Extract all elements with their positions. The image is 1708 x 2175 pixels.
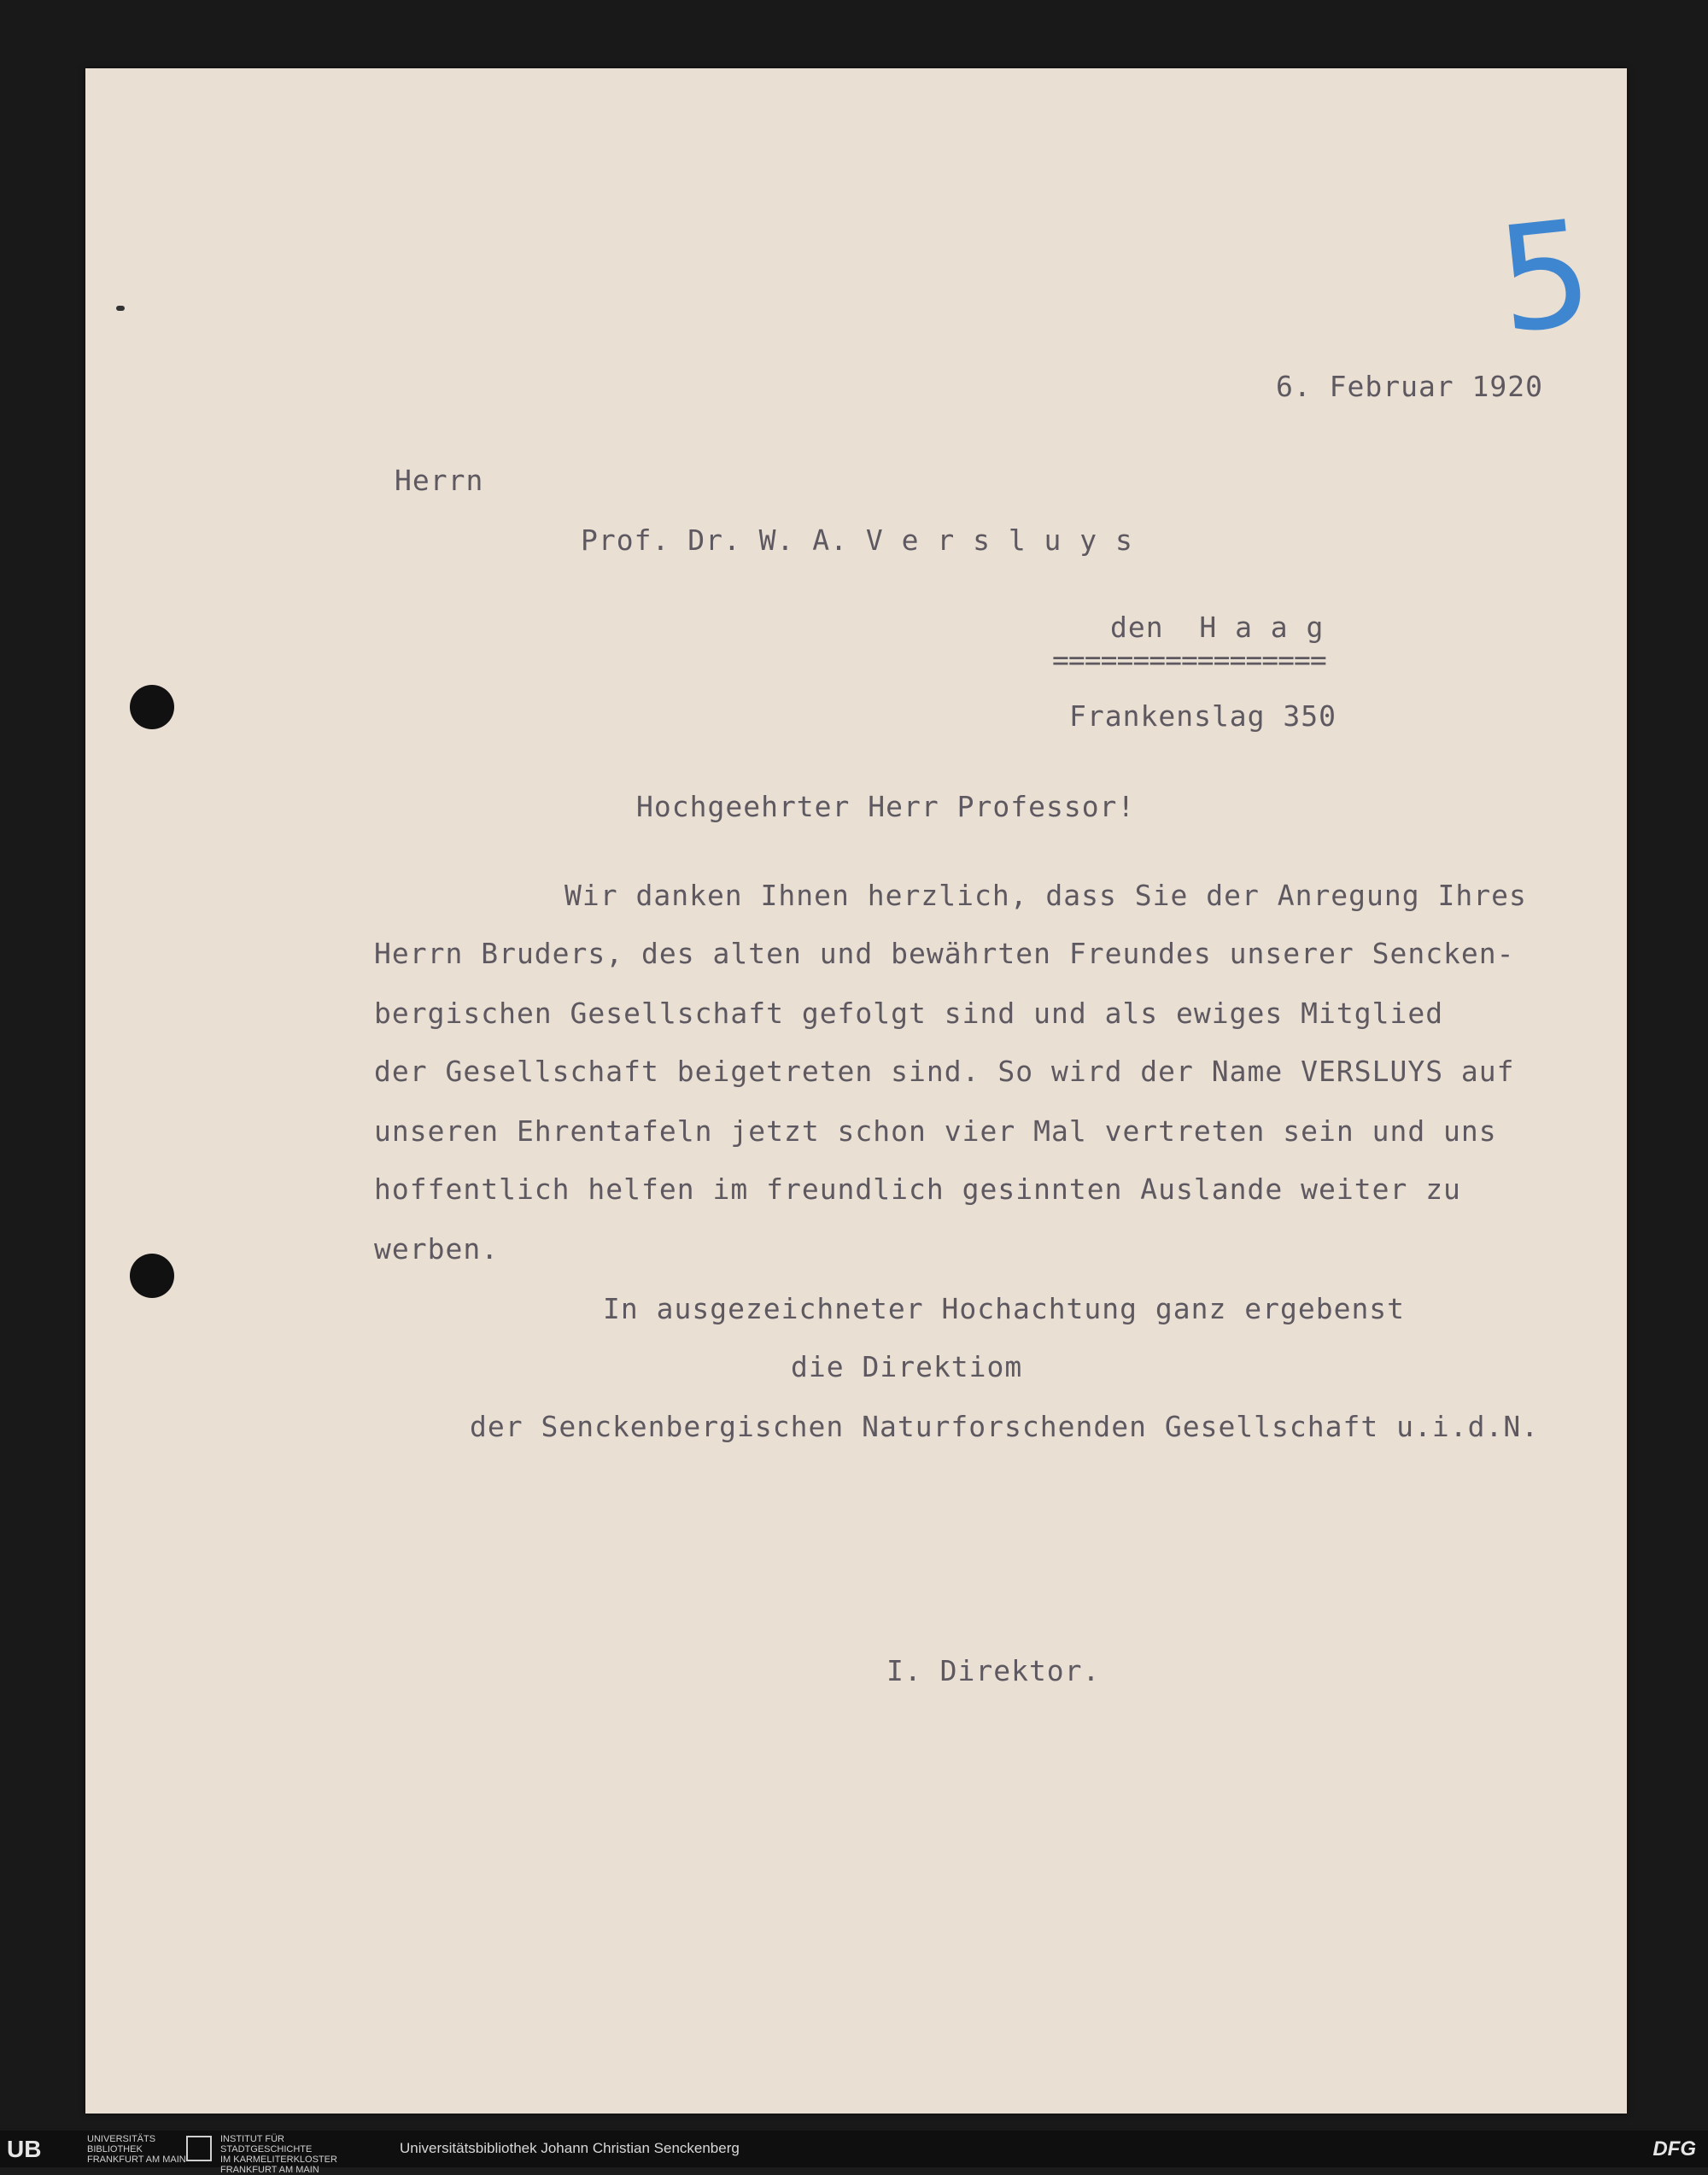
recipient-address: Frankenslag 350 — [1069, 699, 1337, 733]
greeting: Hochgeehrter Herr Professor! — [636, 790, 1136, 823]
body-line: bergischen Gesellschaft gefolgt sind und als ewiges Mitglied — [374, 997, 1444, 1030]
page-number-annotation: 5 — [1489, 188, 1600, 367]
signature-title: I. Direktor. — [886, 1654, 1101, 1687]
salutation-line: Herrn — [395, 464, 484, 497]
paper-speck — [116, 306, 125, 311]
institute-logo-icon — [186, 2136, 212, 2161]
punch-hole-top — [130, 685, 174, 729]
closing-line: In ausgezeichneter Hochachtung ganz ergebenst — [603, 1292, 1406, 1325]
recipient-city: den H a a g — [1110, 611, 1325, 644]
signatory-line-1: die Direktiom — [791, 1350, 1023, 1383]
library-caption: Universitätsbibliothek Johann Christian Senckenberg — [400, 2140, 740, 2156]
letter-date: 6. Februar 1920 — [1276, 370, 1544, 403]
signatory-line-2: der Senckenbergischen Naturforschenden Gesellschaft u.i.d.N. — [470, 1410, 1540, 1443]
ub-logo: UB — [7, 2136, 42, 2162]
ub-name: UNIVERSITÄTS BIBLIOTHEK FRANKFURT AM MAIN — [87, 2134, 186, 2165]
punch-hole-bottom — [130, 1254, 174, 1298]
recipient-name: Prof. Dr. W. A. V e r s l u y s — [581, 523, 1133, 557]
footer-bar — [0, 2131, 1708, 2175]
body-line: hoffentlich helfen im freundlich gesinnten Auslande weiter zu — [374, 1172, 1461, 1206]
letter-page — [85, 68, 1627, 2114]
body-line: Herrn Bruders, des alten und bewährten Freundes unserer Sencken- — [374, 937, 1515, 970]
city-underline: ================= — [1052, 643, 1326, 676]
body-line: werben. — [374, 1232, 500, 1266]
body-line: unseren Ehrentafeln jetzt schon vier Mal vertreten sein und uns — [374, 1114, 1497, 1148]
institute-name: INSTITUT FÜR STADTGESCHICHTE IM KARMELITERKLOSTER FRANKFURT AM MAIN — [220, 2134, 337, 2175]
dfg-logo: DFG — [1652, 2137, 1696, 2160]
body-line: der Gesellschaft beigetreten sind. So wird der Name VERSLUYS auf — [374, 1055, 1515, 1088]
body-line: Wir danken Ihnen herzlich, dass Sie der Anregung Ihres — [564, 879, 1527, 912]
